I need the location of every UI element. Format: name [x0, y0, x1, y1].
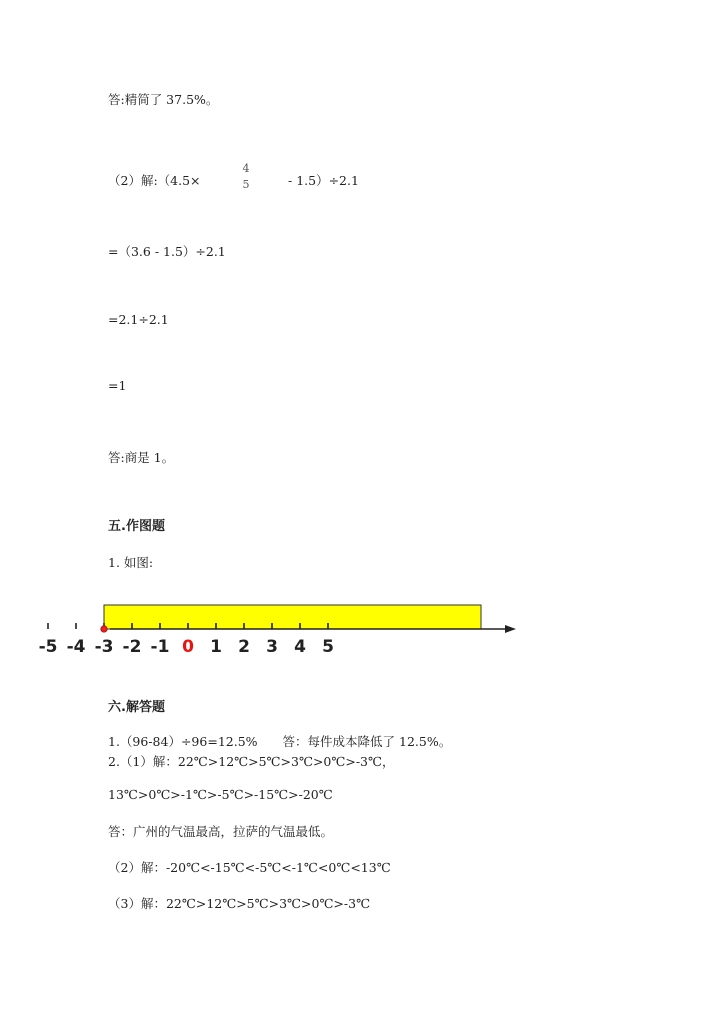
fraction-denominator: 5 [242, 178, 250, 191]
arrow-right-icon [505, 625, 516, 633]
calc-answer: 答:商是 1。 [108, 450, 175, 465]
calc-part2-prefix: （2）解:（4.5× [108, 173, 201, 188]
section5-title: 五.作图题 [108, 519, 165, 534]
calc-step-1: =（3.6 - 1.5）÷2.1 [108, 244, 226, 259]
section6-q2-line2: 13℃>0℃>-1℃>-5℃>-15℃>-20℃ [108, 787, 333, 802]
number-line-figure [38, 596, 528, 660]
number-line-label: -3 [94, 637, 114, 657]
number-line-start-point [101, 626, 107, 632]
number-line-label: -2 [122, 637, 142, 657]
section6-q2-line1: 2.（1）解：22℃>12℃>5℃>3℃>0℃>-3℃， [108, 754, 395, 769]
section6-q2-answer: 答：广州的气温最高，拉萨的气温最低。 [108, 824, 334, 839]
calc-step-2: =2.1÷2.1 [108, 312, 169, 327]
number-line-label: -1 [150, 637, 170, 657]
calc-step-3: =1 [108, 378, 127, 393]
number-line-label: 3 [266, 637, 278, 657]
number-line-label: -5 [38, 637, 58, 657]
fraction-four-fifths [240, 163, 252, 190]
number-line-label: 0 [182, 637, 194, 657]
number-line-label: 5 [322, 637, 334, 657]
section6-q2-part3: （3）解：22℃>12℃>5℃>3℃>0℃>-3℃ [108, 896, 371, 911]
number-line-label: -4 [66, 637, 86, 657]
number-line-label: 2 [238, 637, 250, 657]
section6-q2-part2: （2）解：-20℃<-15℃<-5℃<-1℃<0℃<13℃ [108, 860, 391, 875]
number-line-label: 4 [294, 637, 306, 657]
calc-part2-suffix: - 1.5）÷2.1 [288, 173, 359, 188]
section5-item1: 1. 如图: [108, 555, 154, 570]
fraction-numerator: 4 [242, 162, 250, 175]
section6-q1: 1.（96-84）÷96=12.5% 答：每件成本降低了 12.5%。 [108, 734, 452, 749]
number-line-label: 1 [210, 637, 222, 657]
section6-title: 六.解答题 [108, 700, 165, 715]
answer-line-1: 答:精简了 37.5%。 [108, 92, 219, 107]
